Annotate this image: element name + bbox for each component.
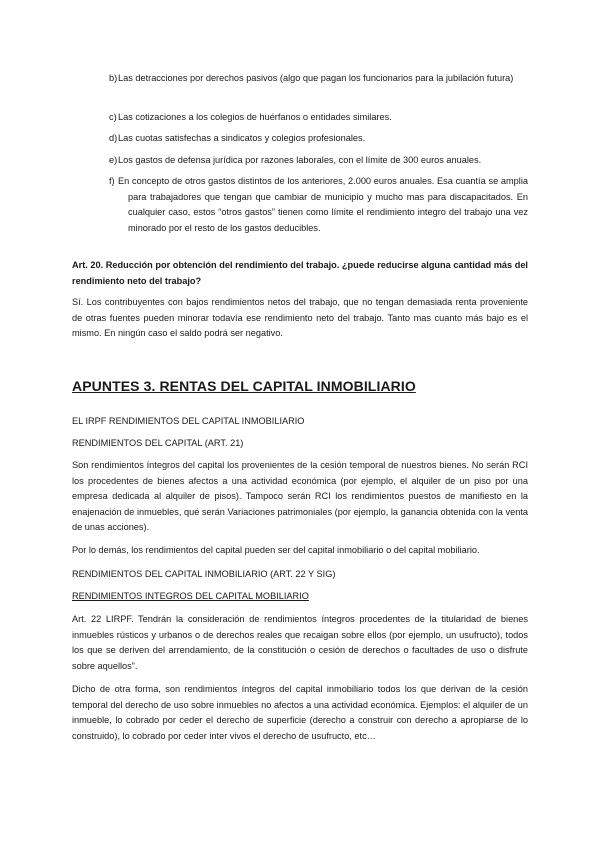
paragraph-rendimientos-integros: Son rendimientos íntegros del capital los provenientes de la cesión temporal de nuestros bienes. No serán RCI los procedentes de bienes afectos a una actividad económica (por ejemplo, el alquiler de un piso por una empresa dedicada al alquiler de pisos). Tampoco serán RCI los rendimientos puestos de manifiesto en la enajenación de inmuebles, qué serán Variaciones patrimoniales (por ejemplo, la ganancia obtenida con la venta de unas acciones). [72,460,528,532]
list-item-e [109,153,528,169]
subheading-integros-mobiliario: RENDIMIENTOS INTEGROS DEL CAPITAL MOBILIARIO [72,591,309,601]
list-item-label: e) [109,155,118,165]
section-title: APUNTES 3. RENTAS DEL CAPITAL INMOBILIARIO [72,378,416,394]
list-item-text: Las detracciones por derechos pasivos (algo que pagan los funcionarios para la jubilación futura) [118,73,514,83]
subheading-capital-inmobiliario: RENDIMIENTOS DEL CAPITAL INMOBILIARIO (ART. 22 Y SIG) [72,569,336,579]
list-item-text: Las cuotas satisfechas a sindicatos y colegios profesionales. [118,133,366,143]
list-item-label: d) [109,133,118,143]
list-item-text: En concepto de otros gastos distintos de los anteriores, 2.000 euros anuales. Esa cuantía se amplia para trabajadores que tengan que cambiar de municipio y mucho mas para discapacitados. En cualquier caso, estos “otros gastos” tienen como límite el rendimiento integro del trabajo una vez minorado por el resto de los gastos deducibles. [118,176,528,233]
paragraph-dicho-otra-forma: Dicho de otra forma, son rendimientos íntegros del capital inmobiliario todos los que derivan de la cesión temporal del derecho de uso sobre inmuebles no afectos a una actividad económica. Ejemplos: el alquiler de un inmueble, lo cobrado por ceder el derecho de superficie (derecho a construir con derecho a apropiarse de lo construido), lo cobrado por ceder inter vivos el derecho de usufructo, etc… [72,684,528,741]
list-item-text: Los gastos de defensa jurídica por razones laborales, con el límite de 300 euros anuales. [118,155,482,165]
list-item-label: c) [109,112,117,122]
list-item-d [109,131,528,147]
art20-answer: Sí. Los contribuyentes con bajos rendimientos netos del trabajo, que no tengan demasiada renta proveniente de otras fuentes pueden minorar todavía ese rendimiento neto del trabajo. Tanto mas cuanto más bajo es el mismo. En ningún caso el saldo podrá ser negativo. [72,297,528,338]
subheading-irpf: EL IRPF RENDIMIENTOS DEL CAPITAL INMOBILIARIO [72,416,305,426]
art20-question: Art. 20. Reducción por obtención del rendimiento del trabajo. ¿puede reducirse alguna cantidad más del rendimiento neto del trabajo? [72,260,528,286]
list-item-f [109,174,528,236]
list-item-b [109,71,528,87]
list-item-label: f) [109,176,115,186]
paragraph-capital-types: Por lo demás, los rendimientos del capital pueden ser del capital inmobiliario o del capital mobiliario. [72,545,480,555]
paragraph-art22: Art. 22 LIRPF. Tendrán la consideración de rendimientos íntegros procedentes de la titularidad de bienes inmuebles rústicos y urbanos o de derechos reales que recaigan sobre ellos (por ejemplo, un usufructo), todos los que se deriven del arrendamiento, de la constitución o cesión de derechos o facultades de uso o disfrute sobre aquellos”. [72,614,528,671]
list-item-label: b) [109,73,118,83]
subheading-rendimientos-capital: RENDIMIENTOS DEL CAPITAL (ART. 21) [72,438,244,448]
list-item-c [109,110,528,126]
list-item-text: Las cotizaciones a los colegios de huérfanos o entidades similares. [118,112,392,122]
